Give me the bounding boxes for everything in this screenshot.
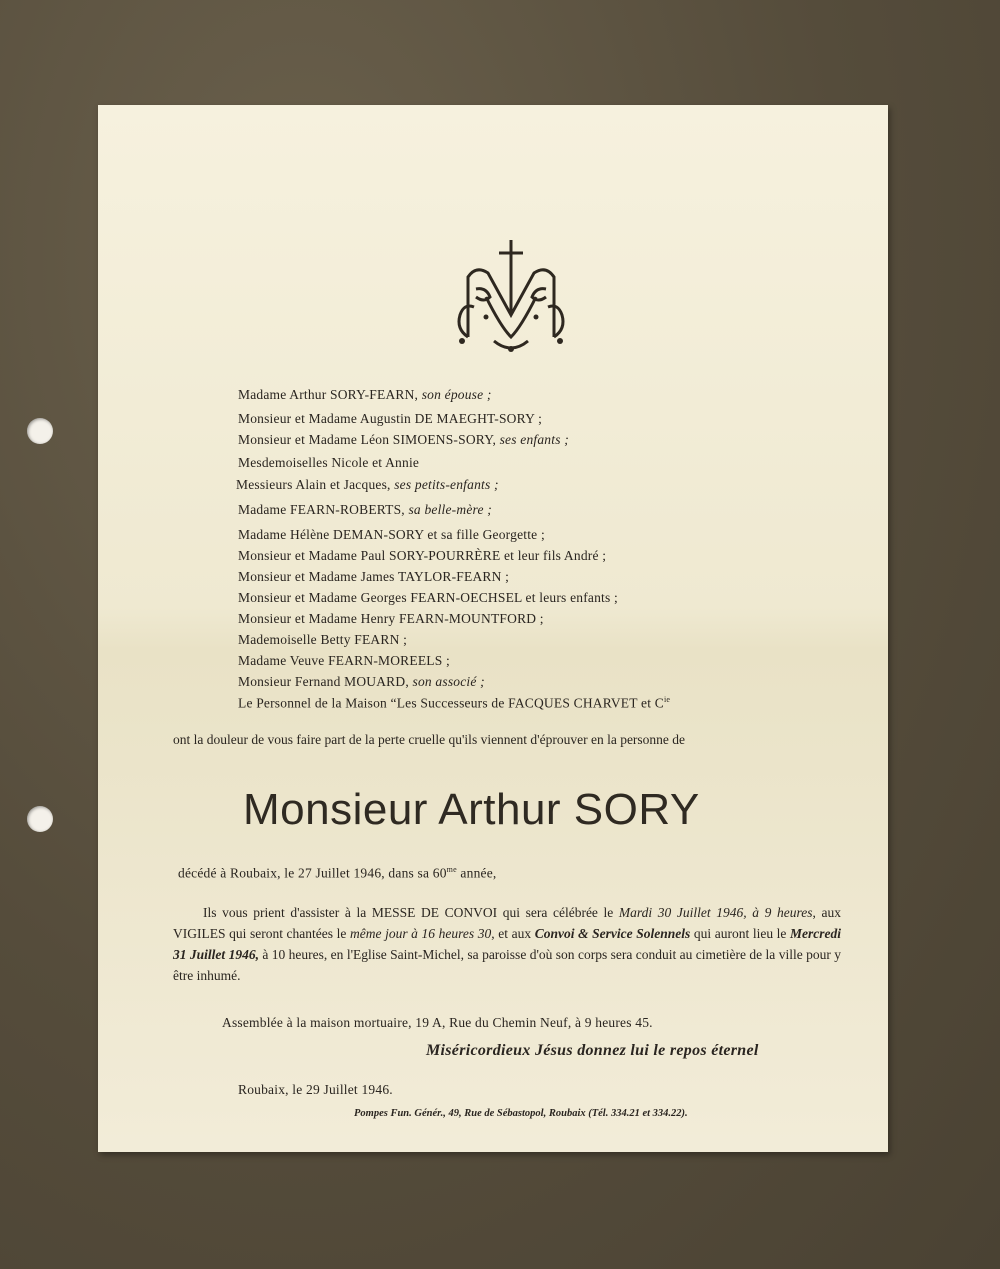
relative-line: Messieurs Alain et Jacques, ses petits-enfants ; — [236, 477, 499, 492]
relative-line: Madame Hélène DEMAN-SORY et sa fille Georgette ; — [238, 527, 545, 542]
deceased-name: Monsieur Arthur SORY — [243, 785, 700, 834]
relative-line: Madame Veuve FEARN-MOREELS ; — [238, 653, 450, 668]
binder-hole-top — [27, 418, 53, 444]
binder-hole-bottom — [27, 806, 53, 832]
marian-monogram-icon — [446, 237, 576, 357]
relative-line: Monsieur et Madame James TAYLOR-FEARN ; — [238, 569, 510, 584]
place-date: Roubaix, le 29 Juillet 1946. — [238, 1082, 393, 1097]
relative-line: Monsieur et Madame Henry FEARN-MOUNTFORD ; — [238, 611, 544, 626]
relative-line: Mesdemoiselles Nicole et Annie — [238, 455, 420, 470]
relative-line: Monsieur Fernand MOUARD, son associé ; — [238, 674, 485, 689]
relative-line: Monsieur et Madame Paul SORY-POURRÈRE et leur fils André ; — [238, 548, 607, 563]
relative-line: Mademoiselle Betty FEARN ; — [238, 632, 408, 647]
death-notice-sheet — [98, 105, 888, 1152]
prayer-line: Miséricordieux Jésus donnez lui le repos éternel — [426, 1042, 759, 1059]
relative-line: Le Personnel de la Maison “Les Successeurs de FACQUES CHARVET et $C^{ie}$ — [238, 695, 671, 711]
undertaker-line: Pompes Fun. Génér., 49, Rue de Sébastopol, Roubaix (Tél. 334.21 et 334.22). — [354, 1108, 688, 1119]
relative-line: Monsieur et Madame Léon SIMOENS-SORY, ses enfants ; — [238, 432, 569, 447]
assembly-line: Assemblée à la maison mortuaire, 19 A, Rue du Chemin Neuf, à 9 heures 45. — [222, 1015, 653, 1030]
relative-line: Madame FEARN-ROBERTS, sa belle-mère ; — [238, 502, 492, 517]
announcement-text: ont la douleur de vous faire part de la perte cruelle qu'ils viennent d'éprouver en la personne de — [173, 732, 686, 747]
service-details: Ils vous prient d'assister à la MESSE DE CONVOI qui sera célébrée le Mardi 30 Juillet 1946, à 9 heures, aux VIGILES qui seront chantées le même jour à 16 heures 30, et aux Convoi & Service Solennels qui auront lieu le Mercredi 31 Juillet 1946, à 10 heures, en l'Eglise Saint-Michel, sa paroisse d'où son corps sera conduit au cimetière de la ville pour y être inhumé. — [173, 905, 842, 983]
relative-line: Monsieur et Madame Augustin DE MAEGHT-SORY ; — [238, 411, 543, 426]
relative-line: Monsieur et Madame Georges FEARN-OECHSEL et leurs enfants ; — [238, 590, 618, 605]
relative-line: Madame Arthur SORY-FEARN, son épouse ; — [238, 387, 492, 402]
death-line: décédé à Roubaix, le 27 Juillet 1946, dans sa $60^{me}$ année, — [178, 865, 497, 881]
